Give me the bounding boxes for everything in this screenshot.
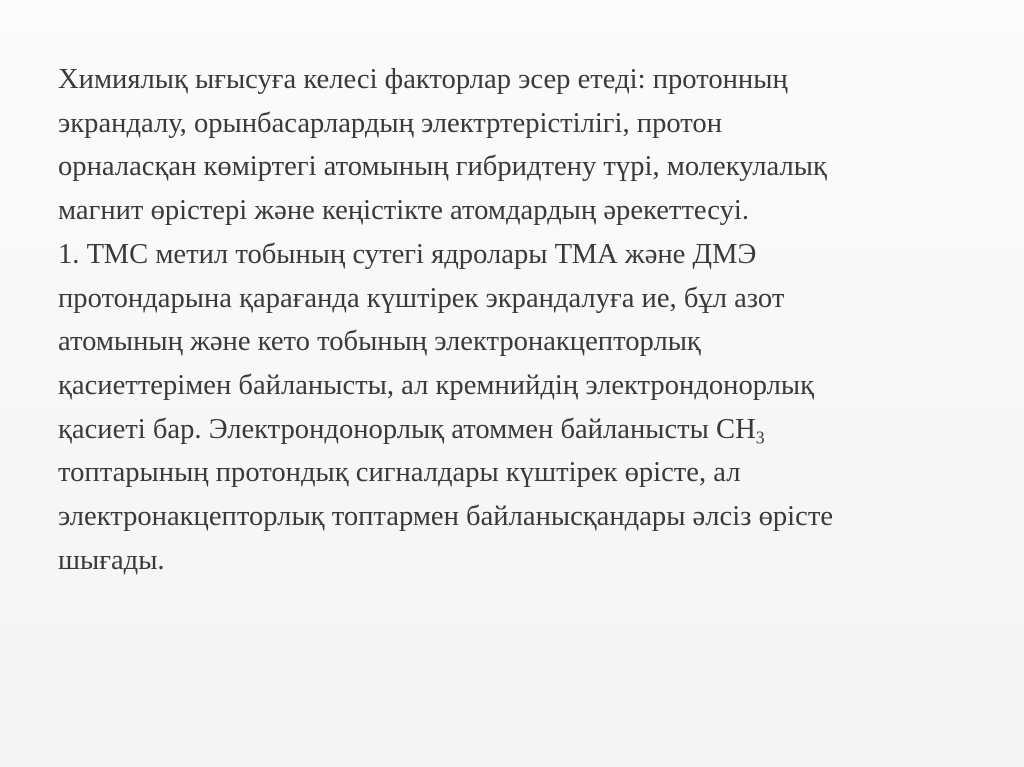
text-line: экрандалу, орынбасарлардың электртерістілігі, протон: [58, 107, 723, 139]
text-line: магнит өрістері және кеңістікте атомдардың әрекеттесуі.: [58, 195, 749, 227]
slide-text-body: [58, 58, 988, 582]
text-line: протондарына қарағанда күштірек экрандалуға ие, бұл азот: [58, 282, 785, 314]
text-line: шығады.: [58, 544, 165, 576]
text-line-ch3-main: қасиеті бар. Электрондонорлық атоммен байланысты СН: [58, 413, 756, 445]
text-line-ch3: [58, 408, 988, 452]
text-line: 1. ТМС метил тобының сутегі ядролары ТМА және ДМЭ: [58, 238, 757, 270]
text-line: орналасқан көміртегі атомының гибридтену түрі, молекулалық: [58, 151, 827, 183]
text-line: топтарының протондық сигналдары күштірек өрісте, ал: [58, 457, 741, 489]
ch3-subscript: 3: [755, 426, 765, 447]
text-line: қасиеттерімен байланысты, ал кремнийдің электрондонорлық: [58, 369, 815, 401]
text-line: атомының және кето тобының электронакцепторлық: [58, 326, 701, 358]
text-line: Химиялық ығысуға келесі факторлар эсер етеді: протонның: [58, 64, 788, 95]
text-line: электронакцепторлық топтармен байланысқандары әлсіз өрісте: [58, 501, 834, 533]
